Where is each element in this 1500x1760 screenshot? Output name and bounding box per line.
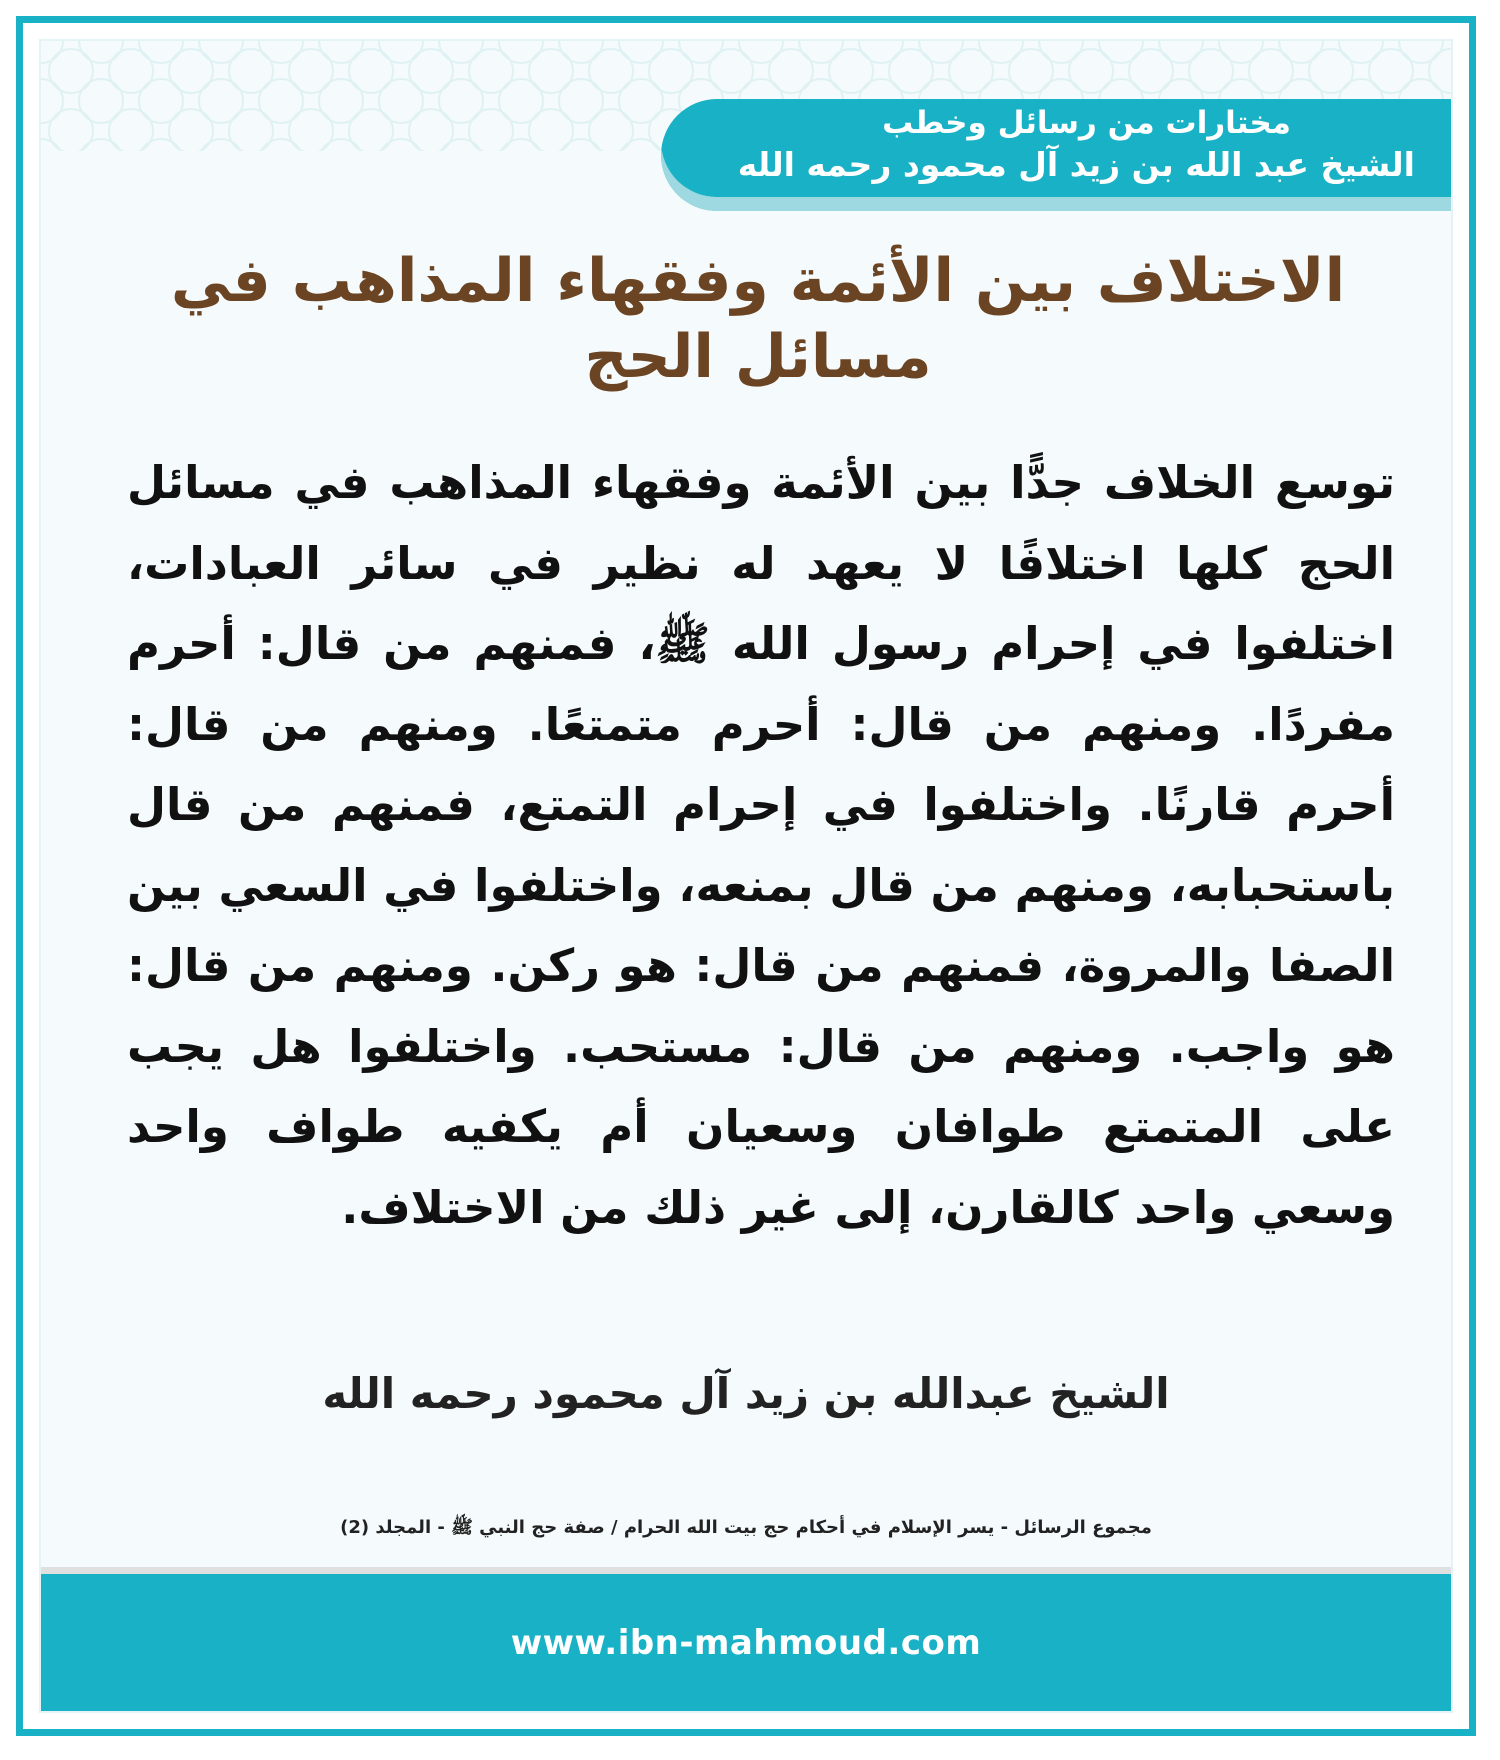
source-citation: مجموع الرسائل - يسر الإسلام في أحكام حج بيت الله الحرام / صفة حج النبي ﷺ - المجلد (2) — [340, 1517, 1152, 1538]
content-card — [41, 41, 1451, 1711]
header-series-title: مختارات من رسائل وخطب — [882, 105, 1291, 141]
author-signature: الشيخ عبدالله بن زيد آل محمود رحمه الله — [322, 1369, 1170, 1418]
website-link[interactable]: www.ibn-mahmoud.com — [510, 1622, 982, 1663]
header-ribbon — [661, 99, 1451, 211]
outer-frame — [16, 16, 1476, 1736]
article-title: الاختلاف بين الأئمة وفقهاء المذاهب في مسائل الحج — [170, 246, 1346, 392]
article-body: توسع الخلاف جدًّا بين الأئمة وفقهاء المذاهب في مسائل الحج كلها اختلافًا لا يعهد له نظير في سائر العبادات، اختلفوا في إحرام رسول الله ﷺ، فمنهم من قال: أحرم مفردًا. ومنهم من قال: أحرم متمتعًا. ومنهم من قال: أحرم قارنًا. واختلفوا في إحرام التمتع، فمنهم من قال باستحبابه، ومنهم من قال بمنعه، واختلفوا في السعي بين الصفا والمروة، فمنهم من قال: هو ركن. ومنهم من قال: هو واجب. ومنهم من قال: مستحب. واختلفوا هل يجب على المتمتع طوافان وسعيان أم يكفيه طواف واحد وسعي واحد كالقارن، إلى غير ذلك من الاختلاف. — [127, 456, 1395, 1234]
footer-bar — [41, 1567, 1451, 1711]
header-author-name: الشيخ عبد الله بن زيد آل محمود رحمه الله — [737, 145, 1415, 184]
